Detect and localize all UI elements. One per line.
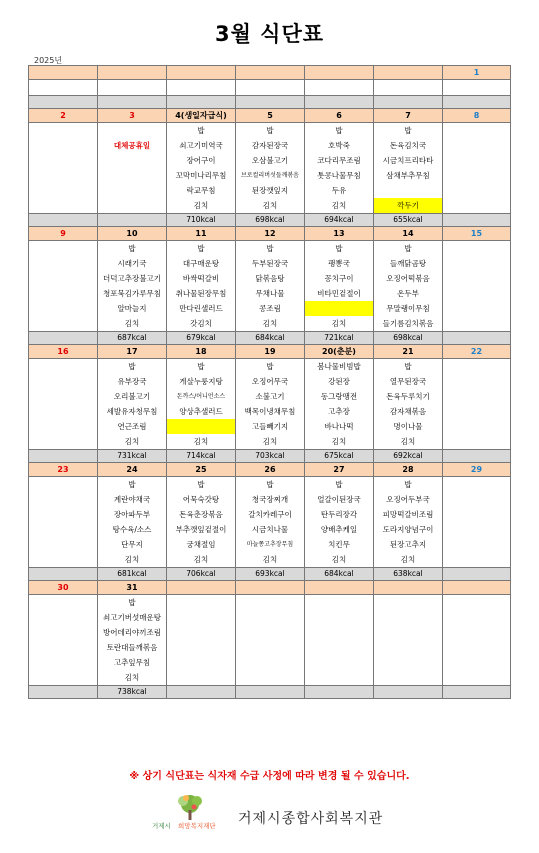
menu-item: 오징어두부국 — [386, 495, 430, 504]
menu-item: 들깨닭곰탕 — [389, 259, 427, 268]
menu-item: 김치 — [124, 555, 140, 564]
menu-item: 김치 — [331, 201, 347, 210]
date-cell — [443, 581, 511, 595]
kcal-cell: 638kcal — [374, 568, 443, 581]
date-cell: 7 — [374, 109, 443, 123]
menu-item: 청국장찌개 — [251, 495, 289, 504]
date-cell: 13 — [305, 227, 374, 241]
menu-item — [374, 183, 442, 198]
menu-cell — [29, 241, 98, 332]
menu-item: 김치 — [193, 555, 209, 564]
menu-cell — [167, 477, 236, 568]
menu-item: 시금치프리타타 — [382, 156, 434, 165]
menu-row — [29, 595, 511, 686]
menu-item: 꼬막미나리무침 — [175, 171, 227, 180]
kcal-cell: 721kcal — [305, 332, 374, 345]
kcal-cell — [443, 96, 511, 109]
menu-item — [98, 123, 166, 138]
menu-cell — [236, 595, 305, 686]
menu-row — [29, 359, 511, 450]
menu-item: 코다리무조림 — [317, 156, 361, 165]
menu-item: 돈육춘장볶음 — [179, 510, 223, 519]
menu-item: 밥 — [335, 244, 343, 253]
menu-item: 토란대들깨볶음 — [106, 643, 158, 652]
menu-cell — [167, 241, 236, 332]
date-cell: 29 — [443, 463, 511, 477]
kcal-cell — [374, 96, 443, 109]
menu-item: 갓김치 — [190, 319, 212, 328]
date-cell: 26 — [236, 463, 305, 477]
menu-cell — [305, 359, 374, 450]
kcal-cell — [29, 686, 98, 699]
menu-cell — [29, 477, 98, 568]
menu-item: 대체공휴일 — [113, 141, 151, 150]
meal-calendar — [28, 65, 511, 699]
date-cell — [29, 66, 98, 80]
date-cell: 4(생일자급식) — [167, 109, 236, 123]
kcal-cell: 698kcal — [236, 214, 305, 227]
kcal-cell — [236, 686, 305, 699]
menu-item: 오징어무국 — [251, 377, 289, 386]
date-cell: 19 — [236, 345, 305, 359]
menu-item: 어묵숙갓탕 — [182, 495, 220, 504]
kcal-row — [29, 96, 511, 109]
menu-item: 비타민겉절이 — [317, 289, 361, 298]
kcal-row — [29, 332, 511, 345]
menu-item: 브로컬리버섯들깨볶음 — [241, 172, 299, 179]
menu-item: 김치 — [262, 201, 278, 210]
menu-cell — [98, 595, 167, 686]
kcal-cell — [443, 568, 511, 581]
date-cell: 10 — [98, 227, 167, 241]
menu-item: 오삼불고기 — [251, 156, 289, 165]
menu-cell — [443, 123, 511, 214]
date-row — [29, 581, 511, 595]
menu-cell — [443, 595, 511, 686]
menu-cell — [236, 80, 305, 96]
menu-item: 얼갈이된장국 — [317, 495, 361, 504]
menu-item: 소불고기 — [255, 392, 285, 401]
menu-row — [29, 241, 511, 332]
date-cell — [236, 66, 305, 80]
menu-item: 팽뽕국 — [328, 259, 350, 268]
menu-item: 명이나물 — [393, 422, 423, 431]
kcal-row — [29, 450, 511, 463]
kcal-cell — [443, 686, 511, 699]
menu-item: 김치 — [262, 319, 278, 328]
menu-cell — [443, 477, 511, 568]
menu-item: 밥 — [266, 480, 274, 489]
kcal-cell: 698kcal — [374, 332, 443, 345]
menu-item: 무말랭이무침 — [386, 304, 430, 313]
menu-cell — [98, 80, 167, 96]
kcal-cell — [167, 686, 236, 699]
menu-item: 김치 — [262, 437, 278, 446]
menu-item: 돈까스/어니언소스 — [176, 393, 226, 400]
date-cell: 24 — [98, 463, 167, 477]
kcal-cell — [443, 332, 511, 345]
date-cell: 2 — [29, 109, 98, 123]
menu-cell — [29, 595, 98, 686]
menu-item: 밥 — [197, 126, 205, 135]
menu-item: 톳콩나물무침 — [317, 171, 361, 180]
menu-item: 두부된장국 — [251, 259, 289, 268]
menu-row — [29, 123, 511, 214]
menu-item: 밥 — [335, 480, 343, 489]
menu-item: 밥 — [266, 126, 274, 135]
date-cell: 6 — [305, 109, 374, 123]
menu-item: 오징어떡볶음 — [386, 274, 430, 283]
kcal-cell: 738kcal — [98, 686, 167, 699]
menu-item: 밥 — [128, 244, 136, 253]
menu-item: 무채나물 — [255, 289, 285, 298]
menu-cell — [236, 123, 305, 214]
date-cell: 11 — [167, 227, 236, 241]
kcal-cell — [305, 96, 374, 109]
date-cell: 14 — [374, 227, 443, 241]
menu-item: 방어데리야끼조림 — [103, 628, 161, 637]
menu-item — [305, 301, 373, 316]
kcal-cell — [29, 96, 98, 109]
date-cell: 15 — [443, 227, 511, 241]
date-cell — [305, 66, 374, 80]
date-cell — [167, 581, 236, 595]
menu-item: 쇠고기버섯매운탕 — [103, 613, 161, 622]
kcal-cell — [29, 568, 98, 581]
menu-item: 감자된장국 — [251, 141, 289, 150]
date-row — [29, 227, 511, 241]
date-row — [29, 463, 511, 477]
menu-item: 밥 — [197, 244, 205, 253]
menu-item: 된장깻잎지 — [251, 186, 289, 195]
menu-cell — [98, 359, 167, 450]
kcal-cell — [305, 686, 374, 699]
organization-name: 거제시종합사회복지관 — [238, 811, 384, 827]
menu-item: 바싹떡갈비 — [182, 274, 220, 283]
menu-item: 유부장국 — [117, 377, 147, 386]
date-cell: 3 — [98, 109, 167, 123]
date-cell — [305, 581, 374, 595]
menu-item: 봄나물비빔밥 — [317, 362, 361, 371]
menu-change-notice: ※ 상기 식단표는 식자재 수급 사정에 따라 변경 될 수 있습니다. — [129, 771, 410, 782]
menu-item: 김치 — [331, 319, 347, 328]
kcal-cell: 703kcal — [236, 450, 305, 463]
menu-item: 세발유자청무침 — [106, 407, 158, 416]
menu-item: 계란야채국 — [113, 495, 151, 504]
menu-item: 밥 — [266, 362, 274, 371]
date-cell — [374, 66, 443, 80]
menu-item: 대구매운탕 — [182, 259, 220, 268]
menu-item: 열무된장국 — [389, 377, 427, 386]
menu-item: 시래기국 — [117, 259, 147, 268]
menu-item: 마늘쫑고추장무침 — [246, 541, 294, 548]
menu-item: 고들빼기지 — [251, 422, 289, 431]
menu-cell — [374, 80, 443, 96]
kcal-row — [29, 214, 511, 227]
menu-item: 백목이냉채무침 — [244, 407, 296, 416]
menu-item: 삼채부추무침 — [386, 171, 430, 180]
menu-item: 양배추케일 — [320, 525, 358, 534]
menu-cell — [236, 359, 305, 450]
svg-text:희망복지재단: 희망복지재단 — [178, 822, 216, 830]
menu-item: 쇠고기미역국 — [179, 141, 223, 150]
menu-cell — [443, 359, 511, 450]
menu-item: 김치 — [124, 437, 140, 446]
kcal-cell: 693kcal — [236, 568, 305, 581]
menu-item: 갈치카레구이 — [248, 510, 292, 519]
date-cell: 18 — [167, 345, 236, 359]
kcal-cell: 731kcal — [98, 450, 167, 463]
menu-cell — [236, 241, 305, 332]
menu-item: 돈육김치국 — [389, 141, 427, 150]
kcal-cell: 679kcal — [167, 332, 236, 345]
menu-item: 감자채볶음 — [389, 407, 427, 416]
kcal-cell — [98, 214, 167, 227]
menu-item: 김치 — [124, 673, 140, 682]
menu-item: 피망떡갈비조림 — [382, 510, 434, 519]
kcal-cell: 692kcal — [374, 450, 443, 463]
date-cell: 23 — [29, 463, 98, 477]
date-row — [29, 345, 511, 359]
menu-item: 장어구이 — [186, 156, 216, 165]
menu-item: 시금치나물 — [251, 525, 289, 534]
menu-item: 김치 — [193, 437, 209, 446]
menu-item: 온두부 — [397, 289, 419, 298]
date-cell: 27 — [305, 463, 374, 477]
menu-row — [29, 477, 511, 568]
kcal-row — [29, 686, 511, 699]
menu-item: 밥 — [404, 244, 412, 253]
menu-cell — [29, 359, 98, 450]
menu-item: 김치 — [331, 437, 347, 446]
menu-item: 두유 — [331, 186, 347, 195]
menu-cell — [29, 123, 98, 214]
date-cell: 28 — [374, 463, 443, 477]
menu-item: 강된장 — [328, 377, 350, 386]
menu-cell — [305, 241, 374, 332]
menu-item: 밥 — [404, 480, 412, 489]
kcal-cell — [29, 332, 98, 345]
kcal-cell: 675kcal — [305, 450, 374, 463]
menu-cell — [98, 241, 167, 332]
menu-item: 밥 — [404, 126, 412, 135]
menu-cell — [305, 477, 374, 568]
menu-item: 만다린샐러드 — [179, 304, 223, 313]
kcal-cell: 655kcal — [374, 214, 443, 227]
menu-item: 단무지 — [121, 540, 143, 549]
date-cell: 31 — [98, 581, 167, 595]
kcal-cell — [29, 450, 98, 463]
menu-item: 동그랑땡전 — [320, 392, 358, 401]
date-cell: 25 — [167, 463, 236, 477]
menu-cell — [374, 477, 443, 568]
kcal-cell — [167, 96, 236, 109]
svg-text:거제시: 거제시 — [152, 822, 171, 830]
menu-item: 게살누룽지탕 — [179, 377, 223, 386]
date-cell: 9 — [29, 227, 98, 241]
kcal-cell — [443, 214, 511, 227]
menu-item: 고추잎무침 — [113, 658, 151, 667]
menu-item: 된장고추지 — [389, 540, 427, 549]
menu-item: 밥 — [128, 480, 136, 489]
date-cell: 1 — [443, 66, 511, 80]
menu-item: 도라지양념구이 — [382, 525, 434, 534]
menu-item: 락교무침 — [186, 186, 216, 195]
menu-item: 밥 — [128, 362, 136, 371]
menu-item: 오리불고기 — [113, 392, 151, 401]
menu-cell — [167, 595, 236, 686]
menu-cell — [374, 123, 443, 214]
menu-cell — [305, 595, 374, 686]
menu-item: 밥 — [197, 362, 205, 371]
menu-item: 장아파두부 — [113, 510, 151, 519]
menu-item: 들기름김치볶음 — [382, 319, 434, 328]
date-cell — [374, 581, 443, 595]
menu-item: 탕수육/소스 — [112, 525, 152, 534]
kcal-cell — [374, 686, 443, 699]
kcal-cell — [29, 214, 98, 227]
kcal-cell: 681kcal — [98, 568, 167, 581]
menu-item: 더덕고추장불고기 — [103, 274, 161, 283]
kcal-cell: 706kcal — [167, 568, 236, 581]
date-row — [29, 109, 511, 123]
menu-cell — [167, 359, 236, 450]
date-cell: 12 — [236, 227, 305, 241]
menu-item: 취나물된장무침 — [175, 289, 227, 298]
kcal-row — [29, 568, 511, 581]
menu-item: 밥 — [197, 480, 205, 489]
menu-item: 고추장 — [328, 407, 350, 416]
menu-item: 호박죽 — [328, 141, 350, 150]
menu-item: 양상추샐러드 — [179, 407, 223, 416]
kcal-cell: 714kcal — [167, 450, 236, 463]
kcal-cell — [98, 96, 167, 109]
kcal-cell: 687kcal — [98, 332, 167, 345]
menu-item: 김치 — [400, 437, 416, 446]
menu-item: 꽁치구이 — [324, 274, 354, 283]
menu-cell — [305, 123, 374, 214]
date-cell: 20(춘분) — [305, 345, 374, 359]
menu-cell — [236, 477, 305, 568]
menu-cell — [167, 80, 236, 96]
menu-item: 부추깻잎겉절이 — [175, 525, 227, 534]
date-cell — [236, 581, 305, 595]
date-cell: 22 — [443, 345, 511, 359]
menu-item: 청포묵김가루무침 — [103, 289, 161, 298]
menu-cell — [374, 241, 443, 332]
date-cell — [167, 66, 236, 80]
menu-cell — [374, 595, 443, 686]
menu-item: 닭볶음탕 — [255, 274, 285, 283]
date-cell — [98, 66, 167, 80]
menu-item: 궁채절임 — [186, 540, 216, 549]
menu-cell — [29, 80, 98, 96]
menu-item: 연근조림 — [117, 422, 147, 431]
menu-row — [29, 80, 511, 96]
date-cell: 30 — [29, 581, 98, 595]
kcal-cell — [236, 96, 305, 109]
menu-item: 알마늘지 — [117, 304, 147, 313]
year-label: 2025년 — [34, 56, 63, 65]
kcal-cell: 694kcal — [305, 214, 374, 227]
menu-item: 김치 — [124, 319, 140, 328]
menu-cell — [443, 80, 511, 96]
menu-item: 밥 — [266, 244, 274, 253]
menu-item: 탄두리장각 — [320, 510, 358, 519]
menu-item — [167, 419, 235, 434]
date-cell: 8 — [443, 109, 511, 123]
menu-item: 밥 — [335, 126, 343, 135]
date-cell: 16 — [29, 345, 98, 359]
foundation-logo — [150, 792, 230, 832]
menu-cell — [98, 477, 167, 568]
menu-item: 콩조림 — [259, 304, 281, 313]
menu-item: 바나나떡 — [324, 422, 354, 431]
date-cell: 17 — [98, 345, 167, 359]
menu-item: 김치 — [262, 555, 278, 564]
menu-cell — [443, 241, 511, 332]
menu-cell — [374, 359, 443, 450]
menu-item: 깍두기 — [374, 198, 442, 213]
menu-item: 치킨무 — [328, 540, 350, 549]
page-title: 3월 식단표 — [214, 22, 325, 46]
menu-cell — [98, 123, 167, 214]
kcal-cell — [443, 450, 511, 463]
kcal-cell: 684kcal — [305, 568, 374, 581]
kcal-cell: 684kcal — [236, 332, 305, 345]
kcal-cell: 710kcal — [167, 214, 236, 227]
menu-item: 김치 — [331, 555, 347, 564]
date-row — [29, 66, 511, 80]
menu-item: 밥 — [128, 598, 136, 607]
menu-item: 김치 — [193, 201, 209, 210]
date-cell: 21 — [374, 345, 443, 359]
menu-cell — [305, 80, 374, 96]
footer — [150, 792, 410, 832]
date-cell: 5 — [236, 109, 305, 123]
menu-item: 김치 — [400, 555, 416, 564]
menu-item: 돈육두루치기 — [386, 392, 430, 401]
menu-item: 밥 — [404, 362, 412, 371]
menu-cell — [167, 123, 236, 214]
